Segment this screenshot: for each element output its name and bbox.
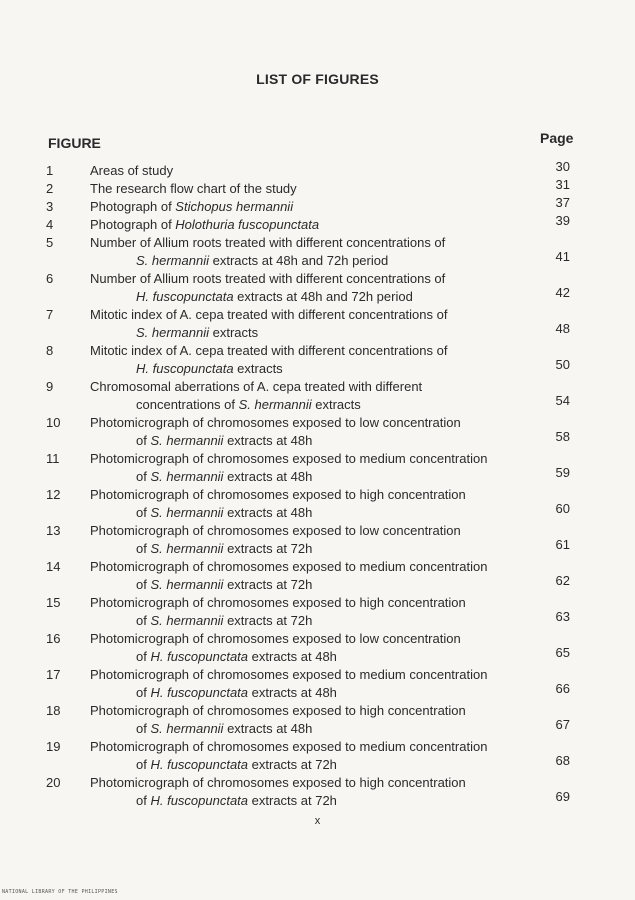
figure-number: 4 — [46, 217, 54, 232]
figure-caption: Photomicrograph of chromosomes exposed to low concentration — [90, 523, 461, 538]
figure-number: 15 — [46, 595, 61, 610]
figure-entry — [0, 558, 635, 594]
figure-number: 11 — [46, 451, 60, 466]
figure-number: 18 — [46, 703, 61, 718]
figure-entry — [0, 594, 635, 630]
figure-caption-continued: S. hermannii extracts at 48h and 72h period — [136, 253, 389, 268]
figure-entry — [0, 666, 635, 702]
figure-number: 9 — [46, 379, 54, 394]
figure-page-number: 37 — [555, 195, 570, 210]
library-stamp: NATIONAL LIBRARY OF THE PHILIPPINES — [2, 889, 118, 895]
figure-caption: Photomicrograph of chromosomes exposed to high concentration — [90, 595, 466, 610]
figure-entry — [0, 450, 635, 486]
figure-number: 13 — [46, 523, 61, 538]
figure-number: 20 — [46, 775, 61, 790]
figure-caption-continued: of S. hermannii extracts at 48h — [136, 433, 313, 448]
figure-page-number: 67 — [555, 717, 570, 732]
figure-entry — [0, 306, 635, 342]
figure-page-number: 39 — [555, 213, 570, 228]
figure-number: 6 — [46, 271, 54, 286]
figure-page-number: 62 — [555, 573, 570, 588]
figure-caption-continued: of H. fuscopunctata extracts at 48h — [136, 649, 337, 664]
figure-caption: Mitotic index of A. cepa treated with different concentrations of — [90, 307, 448, 322]
figure-page-number: 54 — [555, 393, 570, 408]
figure-number: 3 — [46, 199, 54, 214]
figure-page-number: 30 — [555, 159, 570, 174]
figure-caption-continued: of S. hermannii extracts at 48h — [136, 505, 313, 520]
figure-entry — [0, 270, 635, 306]
figure-number: 19 — [46, 739, 61, 754]
figure-caption: Photomicrograph of chromosomes exposed to high concentration — [90, 487, 466, 502]
figure-caption: The research flow chart of the study — [90, 181, 297, 196]
figure-number: 17 — [46, 667, 61, 682]
figure-entry — [0, 486, 635, 522]
page-column-header: Page — [540, 130, 574, 146]
figure-caption: Photomicrograph of chromosomes exposed to medium concentration — [90, 559, 488, 574]
figure-caption-continued: concentrations of S. hermannii extracts — [136, 397, 361, 412]
figure-caption: Chromosomal aberrations of A. cepa treated with different — [90, 379, 423, 394]
figure-number: 1 — [46, 163, 54, 178]
figure-caption-continued: of S. hermannii extracts at 72h — [136, 613, 313, 628]
figure-number: 14 — [46, 559, 61, 574]
figure-caption-continued: H. fuscopunctata extracts — [136, 361, 283, 376]
figure-caption: Number of Allium roots treated with different concentrations of — [90, 271, 446, 286]
figure-caption: Photomicrograph of chromosomes exposed to medium concentration — [90, 739, 488, 754]
figure-caption: Photograph of Holothuria fuscopunctata — [90, 217, 320, 232]
figure-entry — [0, 342, 635, 378]
figure-page-number: 69 — [555, 789, 570, 804]
figure-number: 2 — [46, 181, 54, 196]
figure-page-number: 31 — [555, 177, 570, 192]
figure-caption: Number of Allium roots treated with different concentrations of — [90, 235, 446, 250]
figure-column-header: FIGURE — [48, 135, 101, 151]
figure-caption-continued: of S. hermannii extracts at 48h — [136, 721, 313, 736]
figure-caption-continued: H. fuscopunctata extracts at 48h and 72h period — [136, 289, 413, 304]
page-number: x — [314, 815, 321, 827]
figure-caption: Photomicrograph of chromosomes exposed to high concentration — [90, 775, 466, 790]
figure-number: 12 — [46, 487, 61, 502]
figure-number: 7 — [46, 307, 54, 322]
figure-page-number: 50 — [555, 357, 570, 372]
figure-caption: Photomicrograph of chromosomes exposed to medium concentration — [90, 667, 488, 682]
figure-number: 5 — [46, 235, 54, 250]
figure-page-number: 59 — [555, 465, 570, 480]
figure-caption-continued: of S. hermannii extracts at 72h — [136, 577, 313, 592]
figure-caption-continued: of H. fuscopunctata extracts at 72h — [136, 793, 337, 808]
figure-page-number: 63 — [555, 609, 570, 624]
figure-entry — [0, 630, 635, 666]
figure-number: 8 — [46, 343, 54, 358]
page-title: LIST OF FIGURES — [256, 71, 379, 87]
figure-entry — [0, 378, 635, 414]
figure-number: 16 — [46, 631, 61, 646]
figure-caption: Photomicrograph of chromosomes exposed to low concentration — [90, 631, 461, 646]
figure-entry — [0, 522, 635, 558]
figure-entry — [0, 702, 635, 738]
figure-caption: Photograph of Stichopus hermannii — [90, 199, 294, 214]
figure-caption: Photomicrograph of chromosomes exposed to high concentration — [90, 703, 466, 718]
figure-page-number: 61 — [555, 537, 570, 552]
figure-entry — [0, 213, 635, 234]
figure-caption: Photomicrograph of chromosomes exposed to low concentration — [90, 415, 461, 430]
figure-caption-continued: S. hermannii extracts — [136, 325, 259, 340]
figure-number: 10 — [46, 415, 61, 430]
figure-caption-continued: of H. fuscopunctata extracts at 72h — [136, 757, 337, 772]
figure-caption-continued: of H. fuscopunctata extracts at 48h — [136, 685, 337, 700]
figure-entry — [0, 738, 635, 774]
figure-caption: Areas of study — [90, 163, 174, 178]
figure-page-number: 60 — [555, 501, 570, 516]
figure-page-number: 66 — [555, 681, 570, 696]
figure-page-number: 41 — [555, 249, 570, 264]
figure-page-number: 42 — [555, 285, 570, 300]
figure-entry — [0, 774, 635, 810]
figure-caption: Mitotic index of A. cepa treated with different concentrations of — [90, 343, 448, 358]
figure-caption-continued: of S. hermannii extracts at 72h — [136, 541, 313, 556]
figure-caption-continued: of S. hermannii extracts at 48h — [136, 469, 313, 484]
figure-entry — [0, 234, 635, 270]
figure-page-number: 58 — [555, 429, 570, 444]
figure-entry — [0, 414, 635, 450]
figure-page-number: 68 — [555, 753, 570, 768]
figure-page-number: 48 — [555, 321, 570, 336]
figure-page-number: 65 — [555, 645, 570, 660]
figure-caption: Photomicrograph of chromosomes exposed to medium concentration — [90, 451, 488, 466]
